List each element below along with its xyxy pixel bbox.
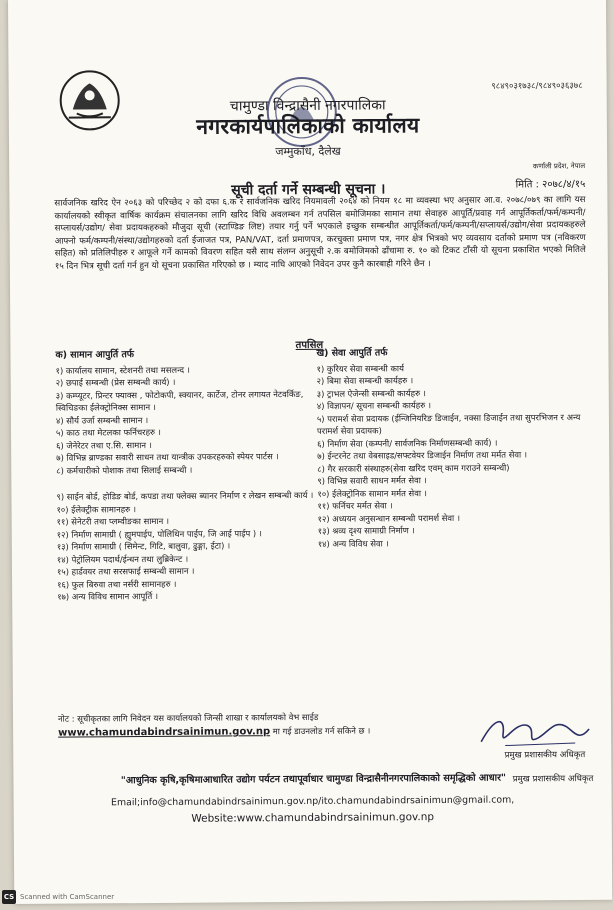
list-item: ११) सेनेटरी तथा प्लम्वीङका सामान ।: [56, 515, 170, 527]
list-item: १२) अध्ययन अनुसन्धान सम्बन्धी परामर्श सेवा ।: [317, 512, 461, 524]
list-item: ८) गैर सरकारी संस्थाहरु(सेवा खरिद एवम् काम गराउने सम्बन्धी): [317, 462, 510, 474]
list-item: ९) विभिन्न सवारी साधन मर्मत सेवा ।: [317, 475, 427, 486]
list-item: १०) ईलेक्ट्रीक सामानहरु ।: [56, 503, 137, 515]
details-heading: तपसिल: [295, 339, 324, 352]
services-heading: ख) सेवा आपुर्ति तर्फ: [316, 347, 388, 359]
list-item: ५) काठ तथा मेटलका फर्निचरहरु ।: [55, 426, 161, 438]
list-item: ८) कर्मचारीको पोशाक तथा सिलाई सम्बन्धी ।: [56, 464, 193, 476]
list-item: ११) फर्निचर मर्मत सेवा ।: [317, 500, 393, 511]
list-item: ३) ट्राभल ऐजेन्सी सम्बन्धी कार्यहरु ।: [316, 387, 426, 399]
list-item: १) कुरियर सेवा सम्बन्धी कार्य: [316, 362, 404, 374]
list-item: २) बिमा सेवा सम्बन्धी कार्यहरु ।: [316, 375, 414, 386]
list-item: १२) निर्माण सामाग्री ( ह्युमपाईप, पोलिथिन पाईप, जि आई पाईप ) ।: [56, 527, 262, 540]
office-address: जम्मुकाँध, दैलेख: [275, 144, 341, 159]
officer-title: प्रमुख प्रशासकीय अधिकृत: [504, 749, 586, 761]
notice-title: सूची दर्ता गर्ने सम्बन्धी सूचना ।: [231, 181, 386, 199]
list-item: १३) श्रव्य दृश्य सामाग्री निर्माण ।: [317, 525, 415, 536]
list-item: १५) हार्डवयर तथा सरसफाई सम्बन्धी सामान ।: [56, 565, 195, 577]
municipality-name: चामुण्डा विन्द्रासैनी नगरपालिका: [229, 97, 386, 115]
list-item: १३) निर्माण सामाग्री ( सिमेन्ट, गिटि, बालुवा, ढुङ्गा, ईटा) ।: [56, 540, 231, 552]
notice-date: मिति : २०७८/४/१५: [515, 178, 586, 191]
camscanner-icon: CS: [2, 890, 16, 904]
notice-body: सार्वजनिक खरिद ऐन २०६३ को परिच्छेद २ को दफा ६.क र सार्वजनिक खरिद नियमावली २०६४ को नियम १८ मा व्यवस्था भए अनुसार आ.व. २०७८/०७९ का लागि यस कार्यालयको स्वीकृत वार्षिक कार्यक्रम संचालनका लागि खरिद विधि अवलम्बन गर्न तपसिल बमोजिमका सामान तथा सेवाहरु आपूर्ति/प्रवाह गर्न आपूर्तिकर्ता/फर्म/कम्पनी/सप्लायर्स/उद्योग/ सेवा प्रदायकहरुको मौजुदा सूची (स्टाण्डिङ लिष्ट) तयार गर्नु पर्ने भएकाले इच्छुक सम्बन्धीत आपूर्तिकर्ता/फर्म/कम्पनी/सप्लायर्स/उद्योग/सेवा प्रदायकहरुले आफ्नो फर्म/कम्पनी/संस्था/उद्योगहरुको दर्ता ईजाजत पत्र, PAN/VAT, दर्ता प्रमाणपत्र, करचुक्ता प्रमाण पत्र, नगर क्षेत्र भित्रको भए व्यवसाय दर्ताको प्रमाण पत्र (नविकरण सहित) को प्रतिलिपीहरु र आफूले गर्ने कामको विवरण सहित यसै साथ संलग्न अनुसूची २.क बमोजिमको ढाँचामा रु. १० को टिकट टाँसी यो सूचना प्रकाशित भएको मितिले १५ दिन भित्र सूची दर्ता गर्न हुन यो सूचना प्रकासित गरिएको छ । म्याद नाघि आएको निवेदन उपर कुनै कारबाही गरिने छैन ।: [54, 194, 586, 272]
list-item: ६) निर्माण सेवा (कम्पनी/ सार्वजनिक निर्माणसम्बन्धी कार्य) ।: [317, 437, 498, 449]
services-list: [317, 360, 600, 549]
goods-column: [55, 348, 315, 603]
list-item: १७) अन्य विविध सामान आपूर्ति ।: [57, 590, 159, 602]
list-item: ३) कम्प्यूटर, प्रिन्टर फ्याक्स , फोटोकपी, स्क्यानर, कार्टेज, टोनर लगायत नेटवर्किङ, स्विचिङका ईलेक्ट्रोनिक्स सामान ।: [55, 388, 304, 413]
list-item: १४) अन्य विविध सेवा ।: [317, 537, 389, 549]
list-item: १४) पेट्रोलियम पदार्थ/ईन्धन तथा लुब्रिकेन्ट ।: [56, 553, 189, 565]
list-item: ६) जेनेरेटर तथा ए.सि. सामान ।: [56, 439, 152, 451]
note-text: नोट : सूचीकृतका लागि निवेदन यस कार्यालयको जिन्सी शाखा र कार्यालयको वेभ साईड: [57, 711, 319, 724]
list-item: १६) फुल बिरुवा तथा नर्सरी सामानहरु ।: [57, 578, 177, 590]
list-item: ४) विज्ञापन/ सूचना सम्बन्धी कार्यहरु ।: [316, 400, 432, 411]
list-item: १) कार्यालय सामान, स्टेशनरी तथा मसलन्द ।: [55, 364, 190, 376]
list-item: ७) ईन्टरनेट तथा वेबसाइड/सफ्टवेयर डिजाईन निर्माण तथा मर्मत सेवा ।: [317, 449, 528, 461]
officer-stamp: प्रमुख प्रशासकीय अधिकृत: [512, 773, 594, 785]
goods-heading: क) सामान आपुर्ति तर्फ: [55, 349, 135, 361]
list-item: ९) साईन बोर्ड, होडिङ बोर्ड, कपडा तथा फ्लेक्स ब्यानर निर्माण र लेखन सम्बन्धी कार्य ।: [56, 489, 314, 502]
list-item: ७) विभिन्न ब्राण्डका सवारी साधन तथा यान्त्रीक उपकरहरुको स्पेयर पार्टस ।: [56, 451, 279, 463]
note-suffix: मा गई डाउनलोड गर्न सकिने छ ।: [272, 725, 371, 737]
reference-number: ९८४९०३१७३८/९८४९०३६३७८: [491, 80, 583, 92]
services-column: [316, 346, 599, 550]
footer-email[interactable]: Email;info@chamundabindrsainimun.gov.np/ito.chamundabindrsainimun@gmail.com,: [110, 794, 515, 809]
province-label: कर्णाली प्रदेश, नेपाल: [532, 161, 586, 171]
signature-icon: [475, 711, 595, 752]
list-item: ४) सौर्य उर्जा सम्बन्धी सामान ।: [55, 414, 149, 426]
goods-list-b: [56, 489, 315, 603]
website-link[interactable]: www.chamundabindrsainimun.gov.np: [58, 726, 271, 739]
footer-website[interactable]: Website:www.chamundabindrsainimun.gov.np: [191, 811, 435, 825]
list-item: २) छपाई सम्बन्धी (प्रेस सम्बन्धी कार्य) ।: [55, 376, 176, 388]
footer-slogan: "आधुनिक कृषि,कृषिमाआधारित उद्योग पर्यटन तथापूर्वाधार चामुण्डा विन्द्रासैनीनगरपालिकाको समृद्धिको आधार": [120, 772, 507, 787]
goods-list-a: [56, 362, 315, 476]
list-item: १०) ईलेक्ट्रोनिक सामान मर्मत सेवा ।: [317, 487, 427, 499]
scanner-watermark: [2, 890, 114, 904]
scanner-label: Scanned with CamScanner: [20, 893, 115, 901]
letter-page: [8, 0, 612, 904]
list-item: ५) परामर्श सेवा प्रदायक (ईन्जिनियरिङ डिजाईन, नक्सा डिजाईन तथा सुपरभिजन र अन्य परामर्श सेवा प्रदायक): [316, 411, 581, 436]
office-name: नगरकार्यपालिकाको कार्यालय: [196, 113, 420, 139]
